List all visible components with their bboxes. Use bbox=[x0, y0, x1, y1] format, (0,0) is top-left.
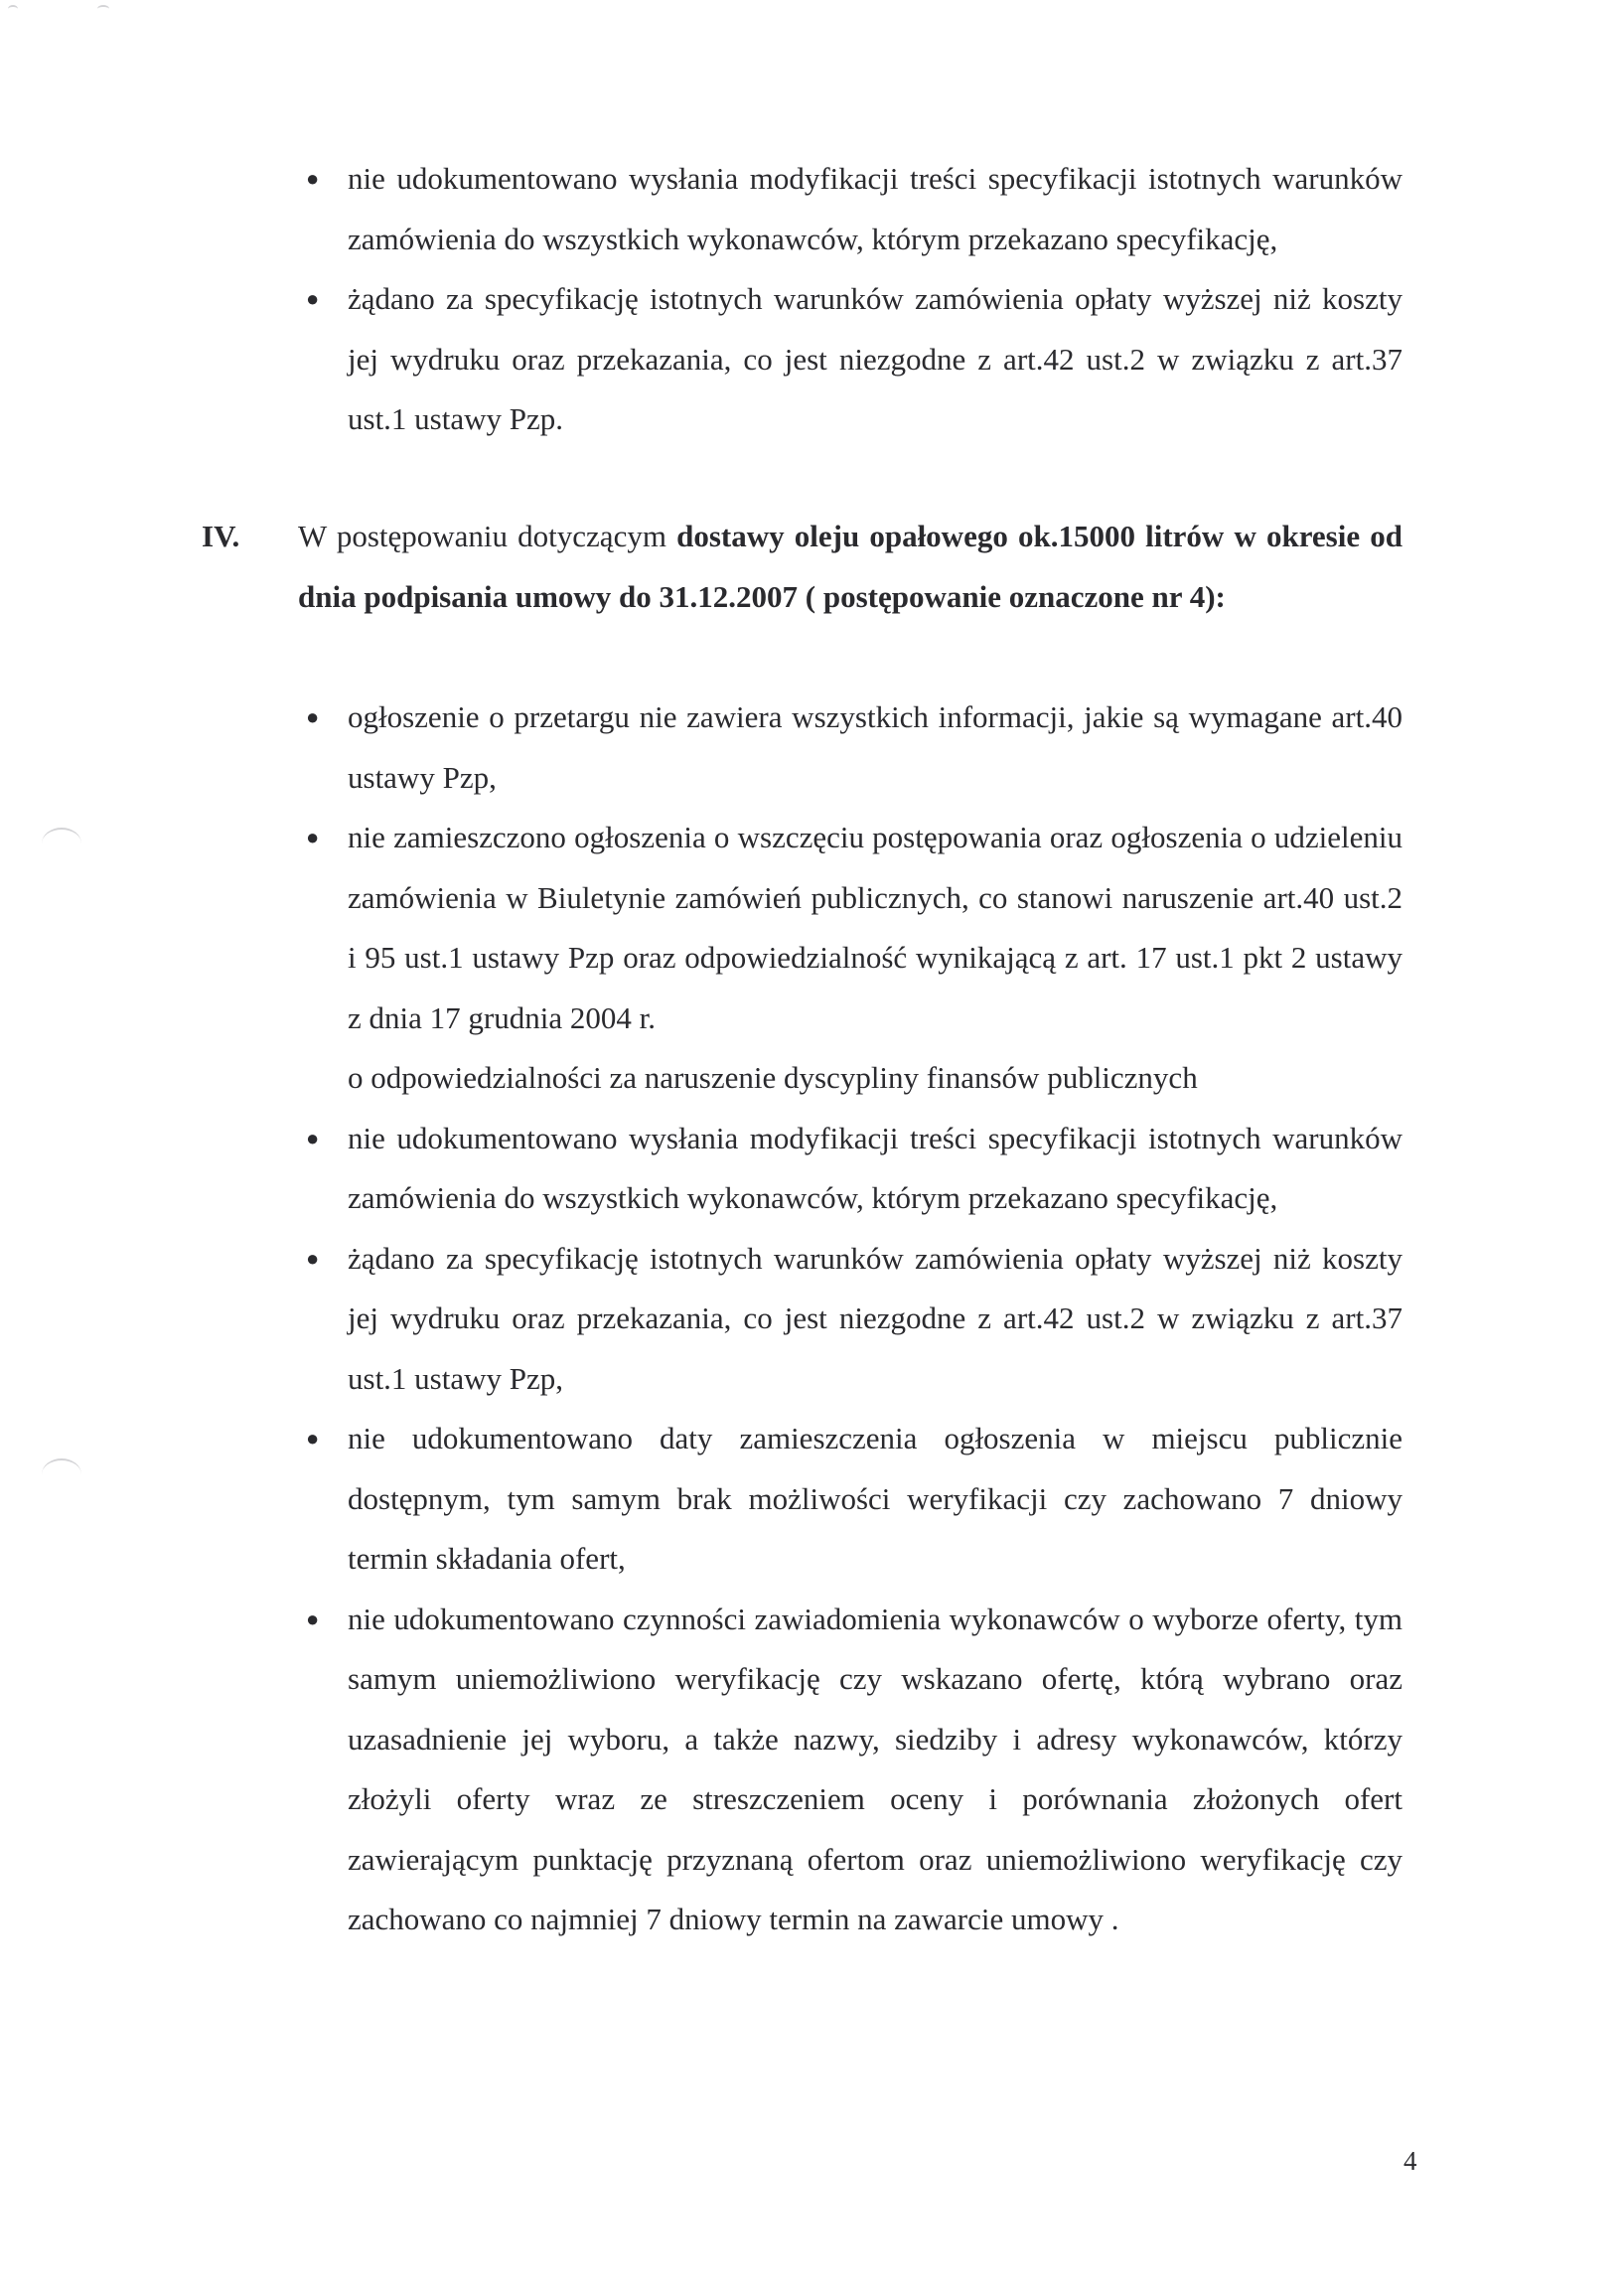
bullet-icon: ● bbox=[306, 825, 320, 849]
list-item-text: nie udokumentowano czynności zawiadomienia wykonawców o wyborze oferty, tym samym uniemożliwiono weryfikację czy wskazano ofertę, którą wybrano oraz uzasadnienie jej wyboru, a także nazwy, siedziby i adresy wykonawców, którzy złożyli oferty wraz ze streszczeniem oceny i porównania złożonych ofert zawierającym punktację przyznaną ofertom oraz uniemożliwiono weryfikację czy zachowano co najmniej 7 dniowy termin na zawarcie umowy . bbox=[348, 1601, 1403, 1936]
bullet-icon: ● bbox=[306, 704, 320, 729]
bullet-icon: ● bbox=[306, 1125, 320, 1150]
punch-hole-mark bbox=[42, 828, 81, 859]
bullet-icon: ● bbox=[306, 1245, 320, 1271]
list-item-text: żądano za specyfikację istotnych warunków zamówienia opłaty wyższej niż koszty jej wydruku oraz przekazania, co jest niezgodne z art.42 ust.2 w związku z art.37 ust.1 ustawy Pzp. bbox=[348, 281, 1403, 436]
list-item-text: nie udokumentowano wysłania modyfikacji treści specyfikacji istotnych warunków zamówienia do wszystkich wykonawców, którym przekazano specyfikację, bbox=[348, 1120, 1403, 1215]
bullet-icon: ● bbox=[306, 1605, 320, 1631]
bullet-icon: ● bbox=[306, 1426, 320, 1451]
list-item-text: żądano za specyfikację istotnych warunków zamówienia opłaty wyższej niż koszty jej wydruku oraz przekazania, co jest niezgodne z art.42 ust.2 w związku z art.37 ust.1 ustawy Pzp, bbox=[348, 1240, 1403, 1396]
section-subject: dostawy oleju opałowego ok.15000 litrów w okresie od dnia podpisania umowy do 31.12.2007 ( postępowanie oznaczone nr 4): bbox=[298, 519, 1403, 614]
list-item bbox=[306, 1109, 1403, 1229]
list-item bbox=[306, 1590, 1403, 1950]
list-item bbox=[306, 1409, 1403, 1590]
list-item bbox=[306, 688, 1403, 808]
section-heading bbox=[298, 507, 1403, 627]
bullet-icon: ● bbox=[306, 286, 320, 311]
section-bullet-list bbox=[306, 688, 1403, 1950]
scan-artifact bbox=[8, 5, 18, 13]
list-item-text: nie udokumentowano wysłania modyfikacji treści specyfikacji istotnych warunków zamówienia do wszystkich wykonawców, którym przekazano specyfikację, bbox=[348, 161, 1403, 256]
list-item-continuation: o odpowiedzialności za naruszenie dyscypliny finansów publicznych bbox=[348, 1060, 1198, 1095]
section-lead-text: W postępowaniu dotyczącym bbox=[298, 519, 677, 553]
list-item-text: nie zamieszczono ogłoszenia o wszczęciu postępowania oraz ogłoszenia o udzieleniu zamówienia w Biuletynie zamówień publicznych, co stanowi naruszenie art.40 ust.2 i 95 ust.1 ustawy Pzp oraz odpowiedzialność wynikającą z art. 17 ust.1 pkt 2 ustawy z dnia 17 grudnia 2004 r. bbox=[348, 820, 1403, 1035]
list-item bbox=[306, 1229, 1403, 1410]
scan-artifact bbox=[97, 5, 109, 13]
punch-hole-mark bbox=[42, 1458, 81, 1490]
list-item bbox=[306, 149, 1403, 269]
list-item-text: nie udokumentowano daty zamieszczenia ogłoszenia w miejscu publicznie dostępnym, tym samym brak możliwości weryfikacji czy zachowano 7 dniowy termin składania ofert, bbox=[348, 1421, 1403, 1576]
list-item-text: ogłoszenie o przetargu nie zawiera wszystkich informacji, jakie są wymagane art.40 ustawy Pzp, bbox=[348, 699, 1403, 795]
bullet-icon: ● bbox=[306, 166, 320, 191]
list-item bbox=[306, 808, 1403, 1109]
section-number: IV. bbox=[202, 519, 240, 553]
intro-bullet-list bbox=[306, 149, 1403, 450]
list-item bbox=[306, 269, 1403, 450]
page-number: 4 bbox=[1403, 2146, 1417, 2176]
